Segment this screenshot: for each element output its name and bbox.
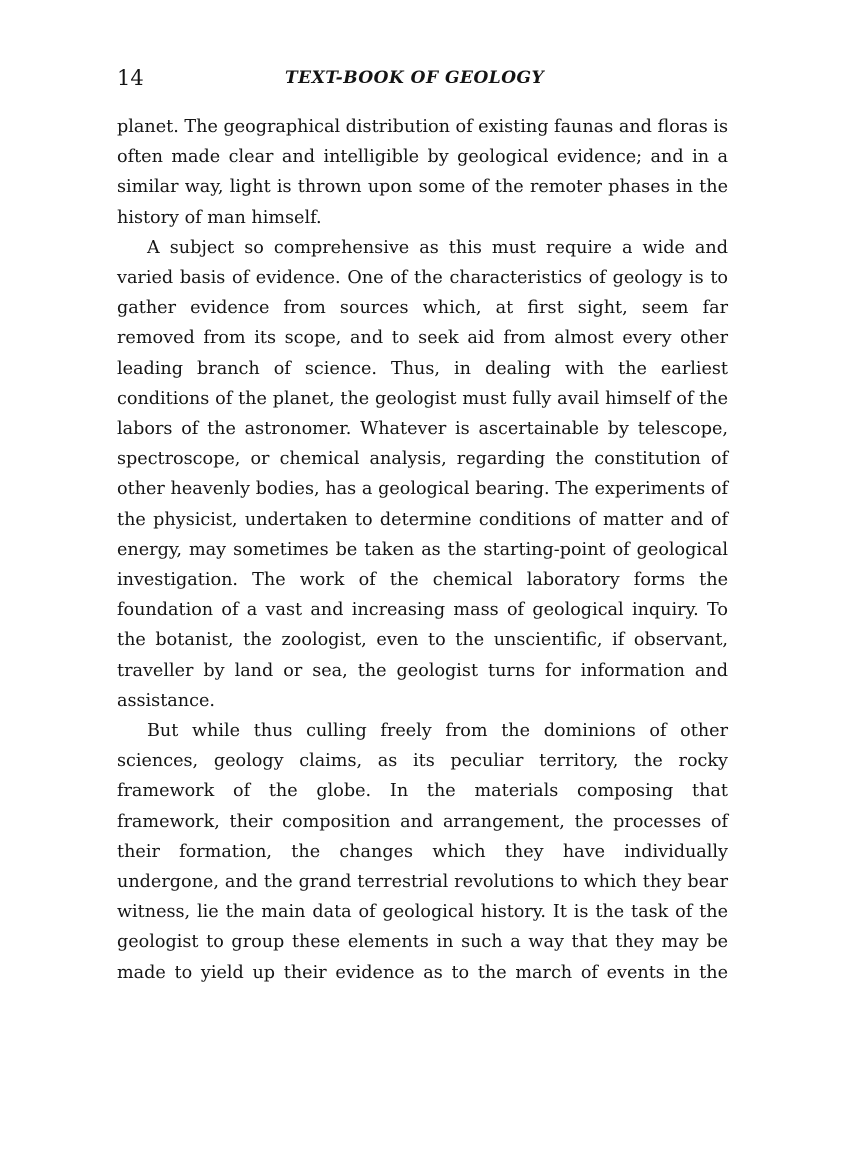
paragraph-1: planet. The geographical distribution of existing faunas and floras is often made clear and intelligible by geological evidence; and in a similar way, light is thrown upon some of the remoter phases in the history of man himself.: [117, 117, 729, 228]
paragraph-2: A subject so comprehensive as this must require a wide and varied basis of evidence. One of the characteristics of geology is to gather evidence from sources which, at first sight, seem far removed from its scope, and to seek aid from almost every other leading branch of science. Thus, in dealing with the earliest conditions of the planet, the geologist must fully avail himself of the labors of the astronomer. Whatever is ascertainable by telescope, spectroscope, or chemical analysis, regarding the constitution of other heavenly bodies, has a geological bearing. The experiments of the physicist, undertaken to determine conditions of matter and of energy, may sometimes be taken as the starting-point of geological investigation. The work of the chemical laboratory forms the foundation of a vast and increasing mass of geological inquiry. To the botanist, the zoologist, even to the unscientific, if observant, traveller by land or sea, the geologist turns for information and assistance.: [117, 237, 728, 711]
running-title: TEXT-BOOK OF GEOLOGY: [285, 68, 545, 88]
body-text: [117, 112, 728, 988]
paragraph-3: But while thus culling freely from the dominions of other sciences, geology claims, as its peculiar territory, the rocky framework of the globe. In the materials composing that framework, their composition and arrangement, the processes of their formation, the changes which they have individually undergone, and the grand terrestrial revolutions to which they bear witness, lie the main data of geological history. It is the task of the geologist to group these elements in such a way that they may be made to yield up their evidence as to the march of events in the: [117, 721, 728, 983]
book-page: [117, 62, 728, 988]
running-head: [117, 62, 728, 94]
page-number: 14: [117, 66, 144, 90]
